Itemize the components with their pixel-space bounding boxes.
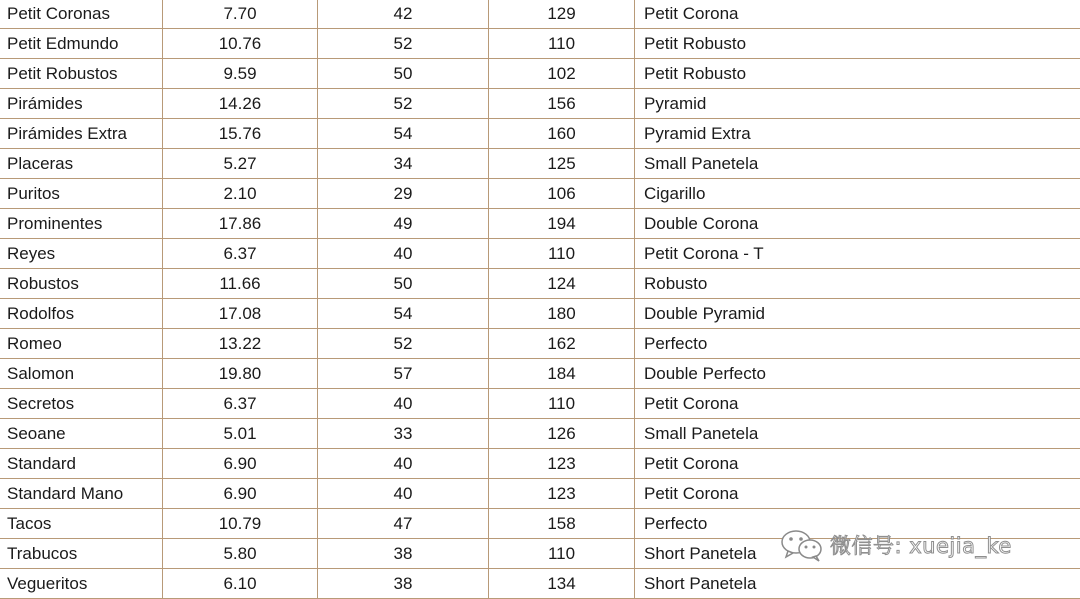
cell-weight: 6.37	[163, 389, 318, 419]
cell-vitola: Petit Corona	[635, 389, 1080, 419]
table-row	[0, 29, 1080, 59]
table-row	[0, 299, 1080, 329]
table-row	[0, 119, 1080, 149]
cell-ring-gauge: 54	[318, 299, 489, 329]
cell-name: Pirámides	[0, 89, 163, 119]
cell-length: 110	[489, 389, 635, 419]
cell-name: Petit Coronas	[0, 0, 163, 29]
cell-vitola: Cigarillo	[635, 179, 1080, 209]
cell-weight: 6.90	[163, 449, 318, 479]
cell-weight: 5.01	[163, 419, 318, 449]
cell-name: Standard	[0, 449, 163, 479]
cell-length: 110	[489, 29, 635, 59]
cell-ring-gauge: 52	[318, 89, 489, 119]
cell-ring-gauge: 47	[318, 509, 489, 539]
cell-name: Tacos	[0, 509, 163, 539]
table-row	[0, 419, 1080, 449]
cell-length: 134	[489, 569, 635, 599]
cell-vitola: Petit Corona - T	[635, 239, 1080, 269]
cell-weight: 15.76	[163, 119, 318, 149]
cell-weight: 14.26	[163, 89, 318, 119]
cell-length: 162	[489, 329, 635, 359]
cell-ring-gauge: 50	[318, 59, 489, 89]
cell-vitola: Petit Robusto	[635, 29, 1080, 59]
cell-ring-gauge: 29	[318, 179, 489, 209]
cell-ring-gauge: 40	[318, 389, 489, 419]
cell-ring-gauge: 52	[318, 29, 489, 59]
cell-weight: 17.86	[163, 209, 318, 239]
cell-vitola: Petit Robusto	[635, 59, 1080, 89]
cell-vitola: Perfecto	[635, 509, 1080, 539]
cell-weight: 17.08	[163, 299, 318, 329]
cell-weight: 2.10	[163, 179, 318, 209]
cell-vitola: Short Panetela	[635, 539, 1080, 569]
cell-vitola: Double Pyramid	[635, 299, 1080, 329]
cell-length: 110	[489, 539, 635, 569]
cell-weight: 19.80	[163, 359, 318, 389]
cell-vitola: Petit Corona	[635, 0, 1080, 29]
table-row	[0, 329, 1080, 359]
table-row	[0, 539, 1080, 569]
cell-ring-gauge: 52	[318, 329, 489, 359]
table-row	[0, 209, 1080, 239]
cell-vitola: Pyramid Extra	[635, 119, 1080, 149]
table-row	[0, 239, 1080, 269]
cell-vitola: Petit Corona	[635, 449, 1080, 479]
cell-vitola: Robusto	[635, 269, 1080, 299]
cell-ring-gauge: 38	[318, 539, 489, 569]
cell-vitola: Small Panetela	[635, 419, 1080, 449]
cell-length: 126	[489, 419, 635, 449]
cell-vitola: Small Panetela	[635, 149, 1080, 179]
cell-length: 184	[489, 359, 635, 389]
cell-vitola: Double Corona	[635, 209, 1080, 239]
cell-vitola: Perfecto	[635, 329, 1080, 359]
cell-weight: 10.76	[163, 29, 318, 59]
cell-length: 110	[489, 239, 635, 269]
cell-ring-gauge: 38	[318, 569, 489, 599]
cell-name: Robustos	[0, 269, 163, 299]
cell-ring-gauge: 40	[318, 479, 489, 509]
cell-length: 158	[489, 509, 635, 539]
table-row	[0, 0, 1080, 29]
cell-length: 180	[489, 299, 635, 329]
table-row	[0, 179, 1080, 209]
cell-vitola: Petit Corona	[635, 479, 1080, 509]
cell-weight: 7.70	[163, 0, 318, 29]
cell-ring-gauge: 34	[318, 149, 489, 179]
cell-weight: 11.66	[163, 269, 318, 299]
cell-ring-gauge: 49	[318, 209, 489, 239]
table-row	[0, 449, 1080, 479]
cell-ring-gauge: 54	[318, 119, 489, 149]
cell-name: Vegueritos	[0, 569, 163, 599]
cell-name: Petit Edmundo	[0, 29, 163, 59]
table-row	[0, 569, 1080, 599]
cell-name: Standard Mano	[0, 479, 163, 509]
cell-ring-gauge: 40	[318, 239, 489, 269]
table-row	[0, 89, 1080, 119]
table-row	[0, 269, 1080, 299]
cell-weight: 5.80	[163, 539, 318, 569]
cell-length: 129	[489, 0, 635, 29]
cell-length: 156	[489, 89, 635, 119]
cell-length: 123	[489, 449, 635, 479]
cell-length: 124	[489, 269, 635, 299]
cell-vitola: Pyramid	[635, 89, 1080, 119]
cell-name: Pirámides Extra	[0, 119, 163, 149]
table-row	[0, 509, 1080, 539]
cell-length: 102	[489, 59, 635, 89]
cell-ring-gauge: 40	[318, 449, 489, 479]
cell-length: 160	[489, 119, 635, 149]
table-row	[0, 359, 1080, 389]
cell-weight: 5.27	[163, 149, 318, 179]
cell-name: Prominentes	[0, 209, 163, 239]
cell-weight: 6.10	[163, 569, 318, 599]
cell-name: Trabucos	[0, 539, 163, 569]
cell-name: Rodolfos	[0, 299, 163, 329]
watermark-text: 微信号: xuejia_ke	[830, 534, 1012, 558]
cell-ring-gauge: 57	[318, 359, 489, 389]
cell-name: Puritos	[0, 179, 163, 209]
cell-name: Placeras	[0, 149, 163, 179]
cell-name: Petit Robustos	[0, 59, 163, 89]
cell-ring-gauge: 33	[318, 419, 489, 449]
cell-ring-gauge: 42	[318, 0, 489, 29]
cell-weight: 9.59	[163, 59, 318, 89]
cell-length: 125	[489, 149, 635, 179]
cell-vitola: Double Perfecto	[635, 359, 1080, 389]
cell-length: 106	[489, 179, 635, 209]
cell-weight: 10.79	[163, 509, 318, 539]
cell-name: Salomon	[0, 359, 163, 389]
table-row	[0, 59, 1080, 89]
cell-vitola: Short Panetela	[635, 569, 1080, 599]
cell-name: Secretos	[0, 389, 163, 419]
cell-name: Reyes	[0, 239, 163, 269]
cell-name: Romeo	[0, 329, 163, 359]
cell-name: Seoane	[0, 419, 163, 449]
table-row	[0, 149, 1080, 179]
cell-ring-gauge: 50	[318, 269, 489, 299]
cell-weight: 13.22	[163, 329, 318, 359]
cell-length: 194	[489, 209, 635, 239]
table-row	[0, 389, 1080, 419]
cell-weight: 6.90	[163, 479, 318, 509]
cell-length: 123	[489, 479, 635, 509]
table-row	[0, 479, 1080, 509]
cell-weight: 6.37	[163, 239, 318, 269]
